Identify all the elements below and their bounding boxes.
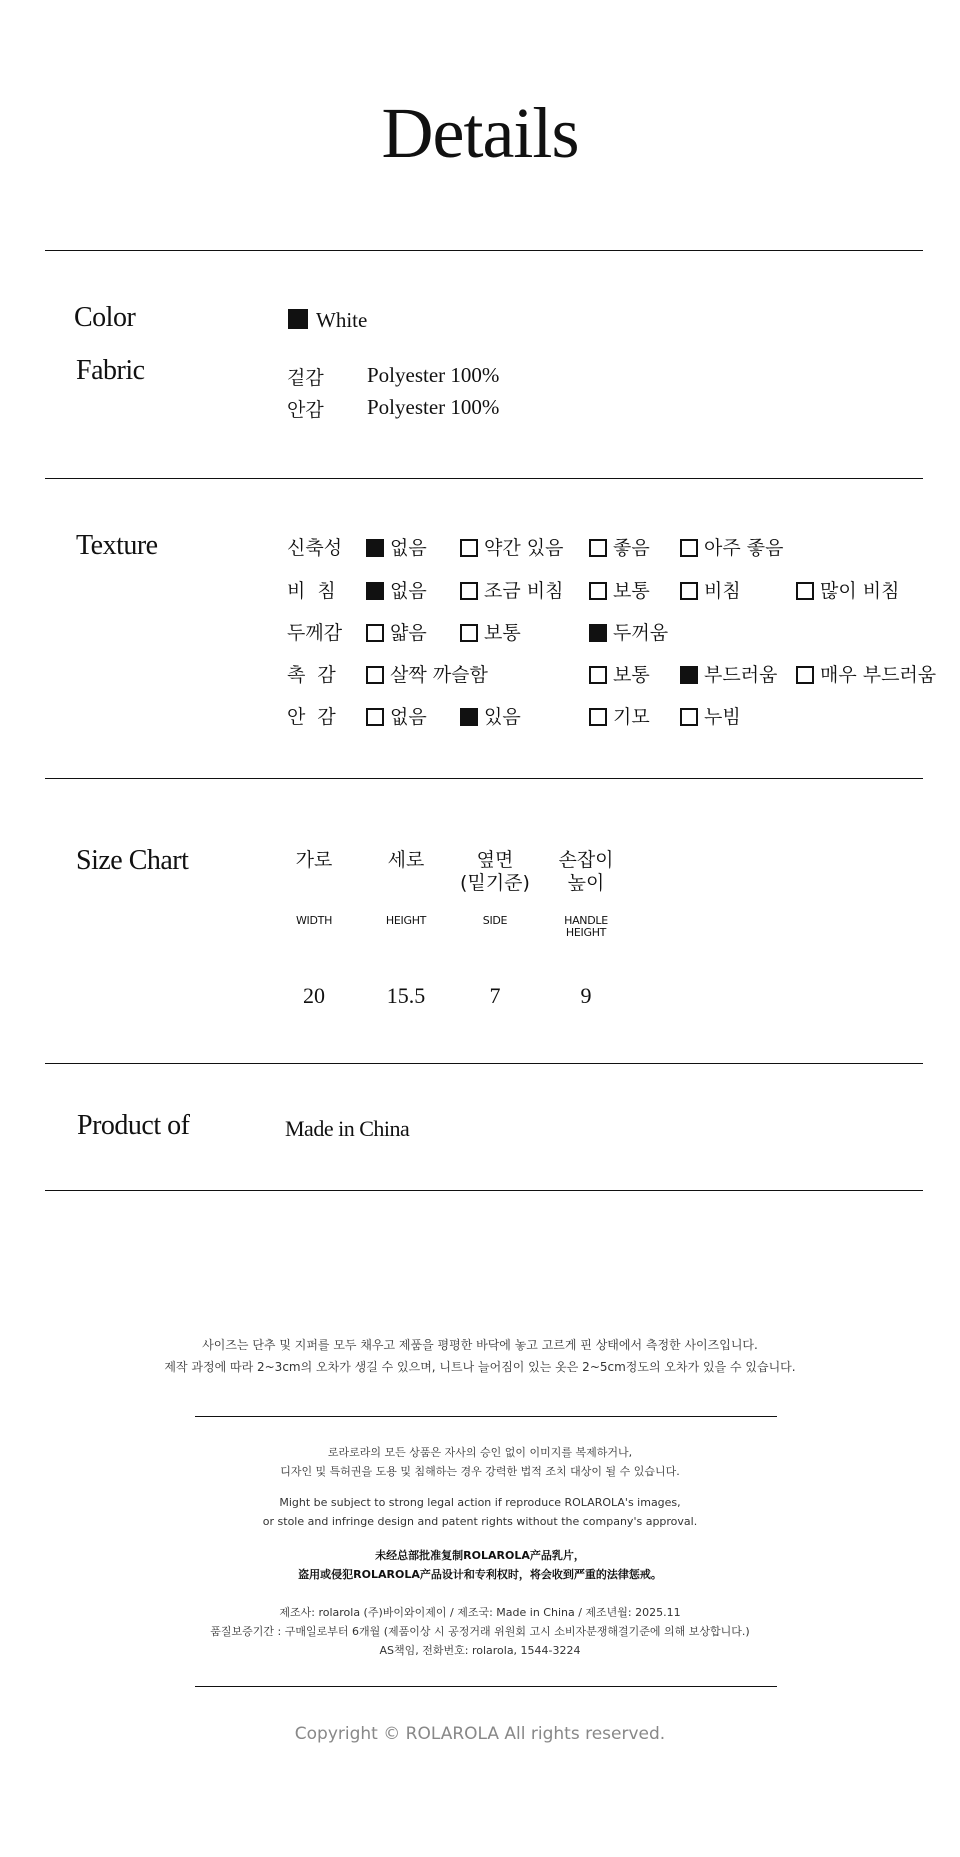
- texture-option: 없음: [366, 533, 427, 560]
- texture-option: 많이 비침: [796, 576, 899, 603]
- manufacturer-info: 제조사: rolarola (주)바이와이제이 / 제조국: Made in China / 제조년월: 2025.11: [279, 1606, 681, 1619]
- color-swatch: [288, 309, 308, 329]
- checkbox-empty: [680, 539, 698, 557]
- color-label: Color: [74, 302, 136, 333]
- checkbox-checked: [366, 582, 384, 600]
- checkbox-empty: [589, 708, 607, 726]
- texture-row-name: 두께감: [287, 622, 343, 644]
- page-title: Details: [381, 93, 579, 173]
- size-col-ko: 세로: [387, 849, 425, 871]
- size-value: 9: [580, 983, 592, 1008]
- divider: [195, 1416, 777, 1417]
- checkbox-empty: [366, 666, 384, 684]
- texture-option: 기모: [589, 702, 650, 729]
- checkbox-empty: [796, 666, 814, 684]
- size-col-ko: 가로: [295, 849, 333, 871]
- checkbox-empty: [366, 624, 384, 642]
- warranty-info: 품질보증기간 : 구매일로부터 6개월 (제품이상 시 공정거래 위원회 고시 소비자분쟁해결기준에 의해 보상합니다.): [210, 1625, 750, 1638]
- texture-option: 있음: [460, 702, 521, 729]
- texture-row-name: 안 감: [287, 706, 336, 728]
- color-name: White: [316, 308, 368, 332]
- size-col-en: HEIGHT: [385, 914, 427, 927]
- texture-option: 부드러움: [680, 660, 777, 687]
- texture-option: 얇음: [366, 618, 427, 645]
- fabric-part: 안감: [287, 399, 324, 421]
- product-of-label: Product of: [77, 1110, 190, 1141]
- checkbox-empty: [589, 582, 607, 600]
- copyright-note-en: Might be subject to strong legal action if reproduce ROLAROLA's images,: [279, 1496, 681, 1509]
- texture-label: Texture: [76, 530, 158, 561]
- checkbox-empty: [366, 708, 384, 726]
- checkbox-empty: [680, 582, 698, 600]
- copyright-note-ko: 디자인 및 특허권을 도용 및 침해하는 경우 강력한 법적 조치 대상이 될 수 있습니다.: [280, 1465, 680, 1478]
- checkbox-checked: [680, 666, 698, 684]
- checkbox-checked: [366, 539, 384, 557]
- texture-option: 좋음: [589, 533, 650, 560]
- texture-option: 비침: [680, 576, 741, 603]
- size-value: 7: [489, 983, 501, 1008]
- texture-option: 없음: [366, 702, 427, 729]
- divider: [45, 478, 923, 479]
- size-col-en: SIDE: [482, 914, 508, 927]
- checkbox-empty: [589, 666, 607, 684]
- checkbox-checked: [589, 624, 607, 642]
- divider: [45, 1190, 923, 1191]
- divider: [195, 1686, 777, 1687]
- checkbox-empty: [589, 539, 607, 557]
- checkbox-empty: [796, 582, 814, 600]
- texture-option: 조금 비침: [460, 576, 563, 603]
- texture-option: 살짝 까슬함: [366, 660, 488, 687]
- checkbox-empty: [460, 624, 478, 642]
- texture-option: 없음: [366, 576, 427, 603]
- texture-option: 보통: [589, 660, 650, 687]
- texture-option: 약간 있음: [460, 533, 563, 560]
- texture-row-name: 신축성: [287, 537, 343, 559]
- as-contact-info: AS책임, 전화번호: rolarola, 1544-3224: [379, 1644, 581, 1657]
- size-chart-label: Size Chart: [76, 845, 189, 876]
- size-col-ko: 옆면 (밑기준): [460, 849, 530, 894]
- copyright-note-en: or stole and infringe design and patent rights without the company's approval.: [262, 1515, 698, 1528]
- size-note: 제작 과정에 따라 2~3cm의 오차가 생길 수 있으며, 니트나 늘어짐이 있는 옷은 2~5cm정도의 오차가 있을 수 있습니다.: [164, 1360, 796, 1374]
- size-value: 15.5: [386, 983, 426, 1008]
- texture-option: 아주 좋음: [680, 533, 783, 560]
- checkbox-empty: [460, 539, 478, 557]
- size-col-en: HANDLE HEIGHT: [564, 914, 608, 939]
- copyright: Copyright © ROLAROLA All rights reserved.: [294, 1724, 666, 1744]
- size-col-ko: 손잡이 높이: [558, 849, 614, 894]
- texture-option: 보통: [460, 618, 521, 645]
- texture-option: 매우 부드러움: [796, 660, 936, 687]
- texture-row-name: 비 침: [287, 580, 336, 602]
- divider: [45, 778, 923, 779]
- texture-option: 누빔: [680, 702, 741, 729]
- copyright-note-cn: 未经总部批准复制ROLAROLA产品乳片，: [375, 1549, 585, 1562]
- checkbox-empty: [460, 582, 478, 600]
- copyright-note-ko: 로라로라의 모든 상품은 자사의 승인 없이 이미지를 복제하거나,: [327, 1446, 633, 1459]
- copyright-note-cn: 盗用或侵犯ROLAROLA产品设计和专利权时，将会收到严重的法律惩戒。: [298, 1568, 662, 1581]
- color-value: [288, 308, 367, 333]
- checkbox-checked: [460, 708, 478, 726]
- fabric-value: Polyester 100%: [367, 363, 500, 387]
- texture-option: 두꺼움: [589, 618, 668, 645]
- product-of-value: Made in China: [285, 1116, 410, 1141]
- size-col-en: WIDTH: [295, 914, 333, 927]
- fabric-value: Polyester 100%: [367, 395, 500, 419]
- size-value: 20: [303, 983, 325, 1008]
- divider: [45, 250, 923, 251]
- fabric-label: Fabric: [76, 355, 145, 386]
- checkbox-empty: [680, 708, 698, 726]
- size-note: 사이즈는 단추 및 지퍼를 모두 채우고 제품을 평평한 바닥에 놓고 고르게 핀 상태에서 측정한 사이즈입니다.: [202, 1338, 758, 1352]
- divider: [45, 1063, 923, 1064]
- fabric-part: 겉감: [287, 367, 324, 389]
- texture-option: 보통: [589, 576, 650, 603]
- texture-row-name: 촉 감: [287, 664, 336, 686]
